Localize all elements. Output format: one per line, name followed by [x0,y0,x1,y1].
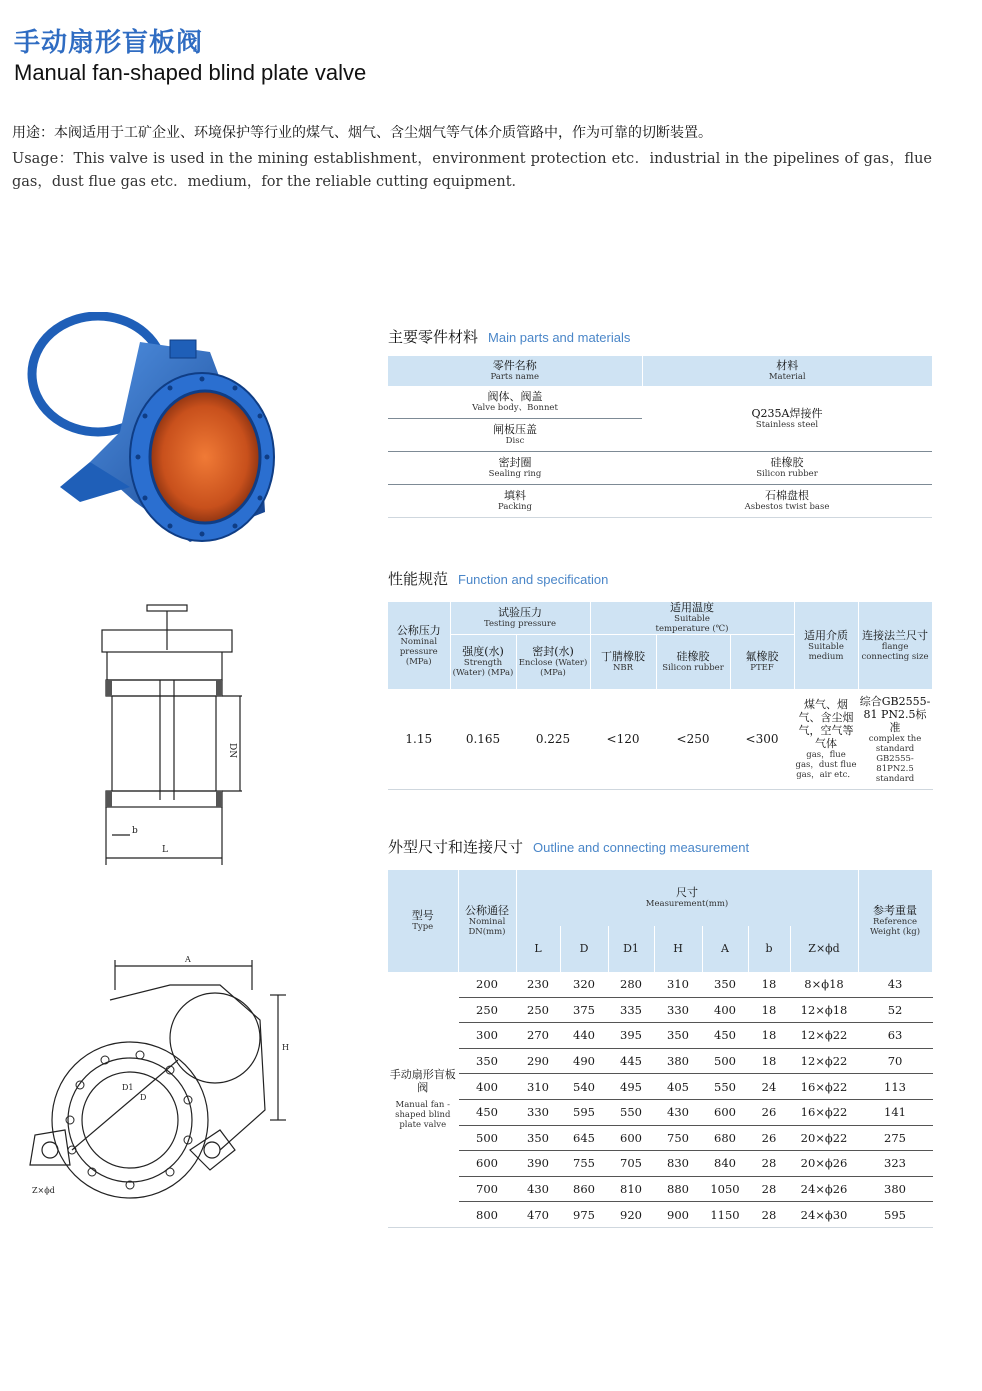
parts-row: 密封圈 Sealing ring 硅橡胶 Silicon rubber [388,452,932,485]
dims-cell: 880 [654,1176,702,1202]
d1-label: D1 [122,1083,134,1092]
dims-row [388,1176,932,1202]
usage-text-en: Usage：This valve is used in the mining establishment，environment protection etc．industrial in the pipelines of gas，flue gas，dust flue gas etc．medium，for the reliable cutting equipment． [12,151,932,190]
dims-cell: 300 [458,1023,516,1049]
dims-cell: 400 [458,1074,516,1100]
dims-cell: 28 [748,1176,790,1202]
dims-cell: 63 [858,1023,932,1049]
dims-cell: 28 [748,1202,790,1228]
dims-cell: 500 [458,1125,516,1151]
dims-cell: 18 [748,1048,790,1074]
dims-cell: 330 [516,1099,560,1125]
valve-outline-drawing [20,950,300,1220]
dims-cell: 18 [748,997,790,1023]
dims-cell: 350 [516,1125,560,1151]
dims-cell: 500 [702,1048,748,1074]
dims-row [388,972,932,997]
dims-cell: 20×ϕ26 [790,1151,858,1177]
dims-cell: 430 [654,1099,702,1125]
dims-cell: 600 [608,1125,654,1151]
dims-cell: 830 [654,1151,702,1177]
dims-cell: 18 [748,1023,790,1049]
dims-cell: 800 [458,1202,516,1228]
valve-photo [20,312,280,552]
dims-cell: 12×ϕ22 [790,1023,858,1049]
dims-cell: 390 [516,1151,560,1177]
dims-row [388,1048,932,1074]
dims-cell: 400 [702,997,748,1023]
dims-cell: 380 [858,1176,932,1202]
dims-cell: 750 [654,1125,702,1151]
parts-row: 填料 Packing 石棉盘根 Asbestos twist base [388,485,932,518]
dn-label: DN [227,743,237,759]
dims-cell: 350 [654,1023,702,1049]
dims-cell: 380 [654,1048,702,1074]
dims-cell: 330 [654,997,702,1023]
a-label: A [185,955,191,964]
d-label: D [140,1093,147,1102]
dims-cell: 595 [560,1099,608,1125]
dims-cell: 1150 [702,1202,748,1228]
dims-cell: 350 [702,972,748,997]
dims-cell: 141 [858,1099,932,1125]
dims-cell: 450 [458,1099,516,1125]
dims-cell: 113 [858,1074,932,1100]
dims-row [388,997,932,1023]
dims-cell: 26 [748,1099,790,1125]
dims-cell: 250 [458,997,516,1023]
dims-cell: 28 [748,1151,790,1177]
dims-cell: 540 [560,1074,608,1100]
parts-row: 阀体、阀盖 Valve body、Bonnet Q235A焊接件 Stainless steel [388,386,932,419]
dims-cell: 24×ϕ26 [790,1176,858,1202]
dims-cell: 810 [608,1176,654,1202]
dims-heading: 外型尺寸和连接尺寸 Outline and connecting measurement [388,838,750,856]
dims-cell: 450 [702,1023,748,1049]
perf-heading: 性能规范 Function and specification [388,570,609,588]
h-label: H [282,1043,289,1052]
dims-cell: 24 [748,1074,790,1100]
valve-section-drawing [92,600,242,870]
dims-cell: 490 [560,1048,608,1074]
dims-cell: 12×ϕ22 [790,1048,858,1074]
dims-cell: 445 [608,1048,654,1074]
dims-cell: 550 [702,1074,748,1100]
dims-row [388,1125,932,1151]
dims-cell: 755 [560,1151,608,1177]
perf-row: 1.15 0.165 0.225 <120 <250 <300 煤气、烟气、含尘烟气，空气等气体 gas，flue gas，dust flue gas，air etc． 综合GB2555-81 PN2.5标准 complex the standard GB2555-81PN2.5 standard [388,689,932,790]
dims-cell: 595 [858,1202,932,1228]
dims-cell: 495 [608,1074,654,1100]
dims-cell: 705 [608,1151,654,1177]
dims-row [388,1151,932,1177]
dims-row [388,1074,932,1100]
dims-cell: 320 [560,972,608,997]
dims-cell: 405 [654,1074,702,1100]
usage-text-cn: 用途：本阀适用于工矿企业、环境保护等行业的煤气、烟气、含尘烟气等气体介质管路中，作为可靠的切断装置。 [12,125,712,141]
dims-cell: 900 [654,1202,702,1228]
dims-cell: 375 [560,997,608,1023]
dims-row [388,1023,932,1049]
dims-cell: 310 [516,1074,560,1100]
dims-cell: 700 [458,1176,516,1202]
dims-cell: 70 [858,1048,932,1074]
dims-cell: 26 [748,1125,790,1151]
dims-cell: 840 [702,1151,748,1177]
parts-table: 零件名称 Parts name 材料 Material 阀体、阀盖 Valve body、Bonnet Q235A焊接件 Stainless steel 闸板压盖 Disc 密封圈 Sealing ring 硅橡胶 Silicon rubber 填料 Packing 石棉盘根 Asbestos twist base [388,356,932,518]
dims-cell: 43 [858,972,932,997]
dims-cell: 12×ϕ18 [790,997,858,1023]
dims-cell: 52 [858,997,932,1023]
dims-cell: 440 [560,1023,608,1049]
parts-row: 闸板压盖 Disc [388,419,932,452]
dims-cell: 680 [702,1125,748,1151]
dims-cell: 275 [858,1125,932,1151]
page-title-cn: 手动扇形盲板阀 [14,28,204,58]
l-label: L [162,845,168,855]
dims-cell: 24×ϕ30 [790,1202,858,1228]
dims-cell: 860 [560,1176,608,1202]
b-label: b [132,826,138,836]
dims-cell: 200 [458,972,516,997]
zd-label: Z×ϕd [32,1186,55,1195]
dims-table: 型号 Type 公称通径 Nominal DN(mm) 尺寸 Measurement(mm) 参考重量 Reference Weight (kg) L D D1 H A b Z×ϕd 手动扇形盲板阀 Manual fan -shaped blind plate valve 200 230 320 280 310 350 18 8×ϕ18 43 250 250 375 335 330 400 18 12×ϕ18 52 300 270 440 395 350 450 18 12×ϕ22 63 350 290 490 445 380 500 18 12×ϕ22 70 400 310 540 495 405 550 24 16×ϕ22 113 450 330 595 550 430 600 26 16×ϕ22 141 500 350 645 600 750 680 26 20×ϕ22 275 600 390 755 705 830 840 28 20×ϕ26 323 700 430 860 810 880 1050 28 24×ϕ26 380 800 470 975 920 900 1150 28 24×ϕ30 595 [388,870,933,1228]
dims-cell: 280 [608,972,654,997]
dims-cell: 16×ϕ22 [790,1099,858,1125]
dims-cell: 1050 [702,1176,748,1202]
model-cell: 手动扇形盲板阀 Manual fan -shaped blind plate valve [388,972,458,1227]
dims-row [388,1202,932,1228]
dims-cell: 20×ϕ22 [790,1125,858,1151]
dims-cell: 600 [702,1099,748,1125]
dims-cell: 8×ϕ18 [790,972,858,997]
dims-cell: 975 [560,1202,608,1228]
parts-heading: 主要零件材料 Main parts and materials [388,328,631,346]
perf-table: 公称压力 Nominal pressure (MPa) 试验压力 Testing pressure 适用温度 Suitable temperature (℃) 适用介质 Suitable medium 连接法兰尺寸 flange connecting size 强度(水) Strength (Water) (MPa) 密封(水) Enclose (Water) (MPa) 丁腈橡胶 NBR 硅橡胶 Silicon rubber 氟橡胶 PTEF 1.15 0.165 0.225 <120 <250 <300 煤气、烟气、含尘烟气，空气等气体 gas，flue gas，dust flue gas，air etc． 综合GB2555-81 PN2.5标准 complex the standard GB2555-81PN2.5 standard [388,602,933,790]
dims-cell: 430 [516,1176,560,1202]
dims-cell: 645 [560,1125,608,1151]
dims-cell: 18 [748,972,790,997]
dims-row [388,1099,932,1125]
dims-cell: 470 [516,1202,560,1228]
dims-cell: 323 [858,1151,932,1177]
dims-cell: 350 [458,1048,516,1074]
dims-cell: 310 [654,972,702,997]
dims-cell: 230 [516,972,560,997]
dims-cell: 290 [516,1048,560,1074]
dims-cell: 335 [608,997,654,1023]
dims-cell: 270 [516,1023,560,1049]
page-title-en: Manual fan-shaped blind plate valve [14,60,367,85]
dims-cell: 16×ϕ22 [790,1074,858,1100]
dims-cell: 600 [458,1151,516,1177]
dims-cell: 395 [608,1023,654,1049]
dims-cell: 920 [608,1202,654,1228]
dims-cell: 550 [608,1099,654,1125]
dims-cell: 250 [516,997,560,1023]
